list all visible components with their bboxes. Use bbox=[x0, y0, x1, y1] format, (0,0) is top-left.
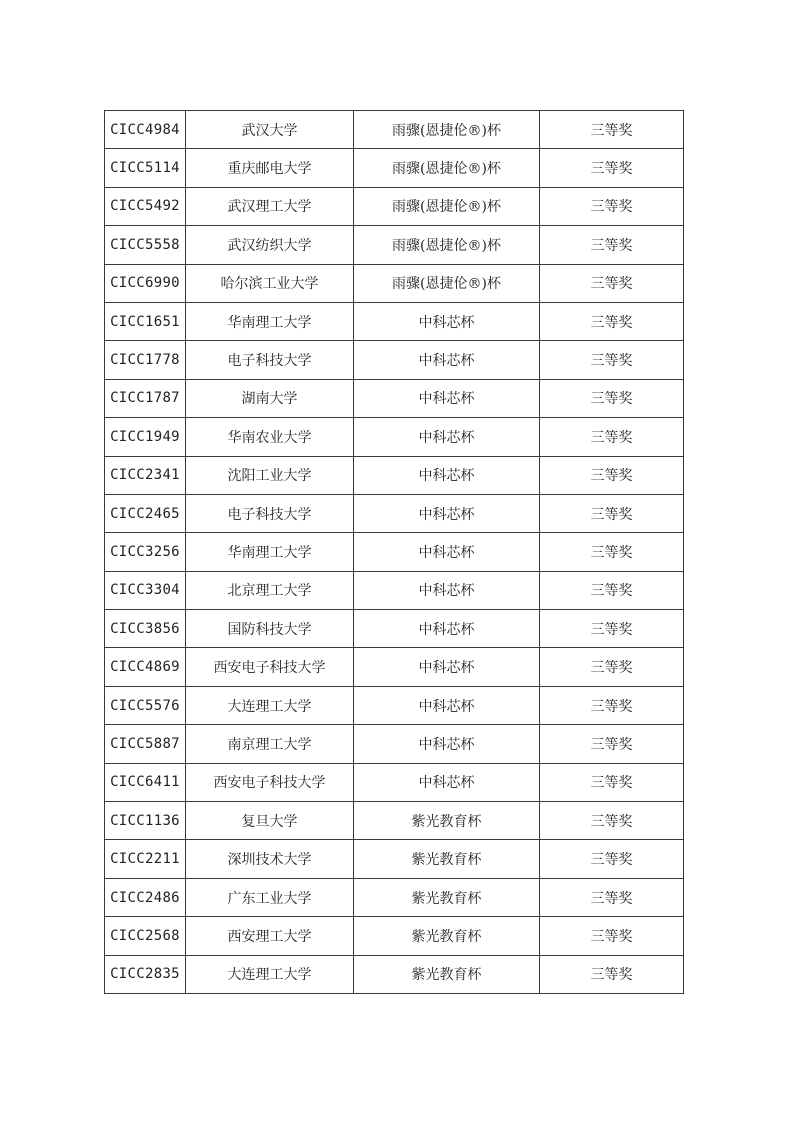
team-code-cell: CICC2486 bbox=[105, 878, 186, 916]
table-row bbox=[105, 302, 684, 340]
team-code-cell: CICC1778 bbox=[105, 341, 186, 379]
award-level-cell: 三等奖 bbox=[540, 533, 684, 571]
team-code-cell: CICC1651 bbox=[105, 302, 186, 340]
school-name-cell: 华南理工大学 bbox=[186, 302, 354, 340]
table-row bbox=[105, 955, 684, 993]
school-name-cell: 武汉纺织大学 bbox=[186, 226, 354, 264]
team-code-cell: CICC2835 bbox=[105, 955, 186, 993]
school-name-cell: 南京理工大学 bbox=[186, 725, 354, 763]
table-row bbox=[105, 494, 684, 532]
table-row bbox=[105, 418, 684, 456]
cup-name-cell: 中科芯杯 bbox=[354, 494, 540, 532]
cup-name-cell: 中科芯杯 bbox=[354, 571, 540, 609]
table-row bbox=[105, 878, 684, 916]
award-level-cell: 三等奖 bbox=[540, 686, 684, 724]
team-code-cell: CICC3256 bbox=[105, 533, 186, 571]
team-code-cell: CICC1787 bbox=[105, 379, 186, 417]
table-row bbox=[105, 111, 684, 149]
award-level-cell: 三等奖 bbox=[540, 187, 684, 225]
table-row bbox=[105, 840, 684, 878]
cup-name-cell: 中科芯杯 bbox=[354, 302, 540, 340]
table-row bbox=[105, 456, 684, 494]
school-name-cell: 西安理工大学 bbox=[186, 917, 354, 955]
cup-name-cell: 中科芯杯 bbox=[354, 418, 540, 456]
cup-name-cell: 雨骤(恩捷伦®)杯 bbox=[354, 111, 540, 149]
school-name-cell: 华南农业大学 bbox=[186, 418, 354, 456]
award-level-cell: 三等奖 bbox=[540, 149, 684, 187]
award-level-cell: 三等奖 bbox=[540, 917, 684, 955]
school-name-cell: 电子科技大学 bbox=[186, 341, 354, 379]
team-code-cell: CICC2211 bbox=[105, 840, 186, 878]
award-level-cell: 三等奖 bbox=[540, 379, 684, 417]
table-row bbox=[105, 149, 684, 187]
table-row bbox=[105, 226, 684, 264]
school-name-cell: 北京理工大学 bbox=[186, 571, 354, 609]
table-row bbox=[105, 264, 684, 302]
school-name-cell: 西安电子科技大学 bbox=[186, 763, 354, 801]
award-level-cell: 三等奖 bbox=[540, 878, 684, 916]
team-code-cell: CICC4984 bbox=[105, 111, 186, 149]
school-name-cell: 大连理工大学 bbox=[186, 955, 354, 993]
school-name-cell: 哈尔滨工业大学 bbox=[186, 264, 354, 302]
cup-name-cell: 中科芯杯 bbox=[354, 341, 540, 379]
team-code-cell: CICC5887 bbox=[105, 725, 186, 763]
table-row bbox=[105, 571, 684, 609]
award-level-cell: 三等奖 bbox=[540, 840, 684, 878]
school-name-cell: 重庆邮电大学 bbox=[186, 149, 354, 187]
cup-name-cell: 中科芯杯 bbox=[354, 725, 540, 763]
cup-name-cell: 雨骤(恩捷伦®)杯 bbox=[354, 187, 540, 225]
table-row bbox=[105, 341, 684, 379]
team-code-cell: CICC4869 bbox=[105, 648, 186, 686]
award-level-cell: 三等奖 bbox=[540, 763, 684, 801]
school-name-cell: 武汉理工大学 bbox=[186, 187, 354, 225]
award-table-body bbox=[105, 111, 684, 994]
cup-name-cell: 紫光教育杯 bbox=[354, 840, 540, 878]
team-code-cell: CICC6411 bbox=[105, 763, 186, 801]
table-row bbox=[105, 802, 684, 840]
team-code-cell: CICC6990 bbox=[105, 264, 186, 302]
team-code-cell: CICC3304 bbox=[105, 571, 186, 609]
school-name-cell: 国防科技大学 bbox=[186, 610, 354, 648]
team-code-cell: CICC2568 bbox=[105, 917, 186, 955]
table-row bbox=[105, 686, 684, 724]
team-code-cell: CICC5114 bbox=[105, 149, 186, 187]
cup-name-cell: 紫光教育杯 bbox=[354, 878, 540, 916]
team-code-cell: CICC1949 bbox=[105, 418, 186, 456]
team-code-cell: CICC3856 bbox=[105, 610, 186, 648]
school-name-cell: 华南理工大学 bbox=[186, 533, 354, 571]
cup-name-cell: 中科芯杯 bbox=[354, 533, 540, 571]
award-level-cell: 三等奖 bbox=[540, 610, 684, 648]
award-level-cell: 三等奖 bbox=[540, 456, 684, 494]
award-level-cell: 三等奖 bbox=[540, 494, 684, 532]
award-level-cell: 三等奖 bbox=[540, 111, 684, 149]
team-code-cell: CICC5558 bbox=[105, 226, 186, 264]
award-level-cell: 三等奖 bbox=[540, 341, 684, 379]
table-row bbox=[105, 379, 684, 417]
school-name-cell: 深圳技术大学 bbox=[186, 840, 354, 878]
table-row bbox=[105, 725, 684, 763]
cup-name-cell: 中科芯杯 bbox=[354, 610, 540, 648]
award-level-cell: 三等奖 bbox=[540, 802, 684, 840]
school-name-cell: 武汉大学 bbox=[186, 111, 354, 149]
cup-name-cell: 紫光教育杯 bbox=[354, 917, 540, 955]
school-name-cell: 电子科技大学 bbox=[186, 494, 354, 532]
school-name-cell: 西安电子科技大学 bbox=[186, 648, 354, 686]
cup-name-cell: 雨骤(恩捷伦®)杯 bbox=[354, 264, 540, 302]
cup-name-cell: 中科芯杯 bbox=[354, 648, 540, 686]
award-level-cell: 三等奖 bbox=[540, 648, 684, 686]
table-row bbox=[105, 917, 684, 955]
table-row bbox=[105, 610, 684, 648]
table-row bbox=[105, 187, 684, 225]
award-level-cell: 三等奖 bbox=[540, 725, 684, 763]
team-code-cell: CICC5492 bbox=[105, 187, 186, 225]
team-code-cell: CICC1136 bbox=[105, 802, 186, 840]
award-level-cell: 三等奖 bbox=[540, 302, 684, 340]
award-level-cell: 三等奖 bbox=[540, 955, 684, 993]
table-row bbox=[105, 648, 684, 686]
school-name-cell: 大连理工大学 bbox=[186, 686, 354, 724]
cup-name-cell: 中科芯杯 bbox=[354, 379, 540, 417]
team-code-cell: CICC5576 bbox=[105, 686, 186, 724]
cup-name-cell: 中科芯杯 bbox=[354, 763, 540, 801]
table-row bbox=[105, 533, 684, 571]
school-name-cell: 湖南大学 bbox=[186, 379, 354, 417]
cup-name-cell: 紫光教育杯 bbox=[354, 955, 540, 993]
school-name-cell: 复旦大学 bbox=[186, 802, 354, 840]
cup-name-cell: 中科芯杯 bbox=[354, 456, 540, 494]
cup-name-cell: 雨骤(恩捷伦®)杯 bbox=[354, 149, 540, 187]
cup-name-cell: 紫光教育杯 bbox=[354, 802, 540, 840]
award-level-cell: 三等奖 bbox=[540, 418, 684, 456]
table-row bbox=[105, 763, 684, 801]
team-code-cell: CICC2465 bbox=[105, 494, 186, 532]
award-level-cell: 三等奖 bbox=[540, 226, 684, 264]
team-code-cell: CICC2341 bbox=[105, 456, 186, 494]
award-level-cell: 三等奖 bbox=[540, 571, 684, 609]
school-name-cell: 沈阳工业大学 bbox=[186, 456, 354, 494]
school-name-cell: 广东工业大学 bbox=[186, 878, 354, 916]
cup-name-cell: 雨骤(恩捷伦®)杯 bbox=[354, 226, 540, 264]
award-table bbox=[104, 110, 684, 994]
award-level-cell: 三等奖 bbox=[540, 264, 684, 302]
cup-name-cell: 中科芯杯 bbox=[354, 686, 540, 724]
